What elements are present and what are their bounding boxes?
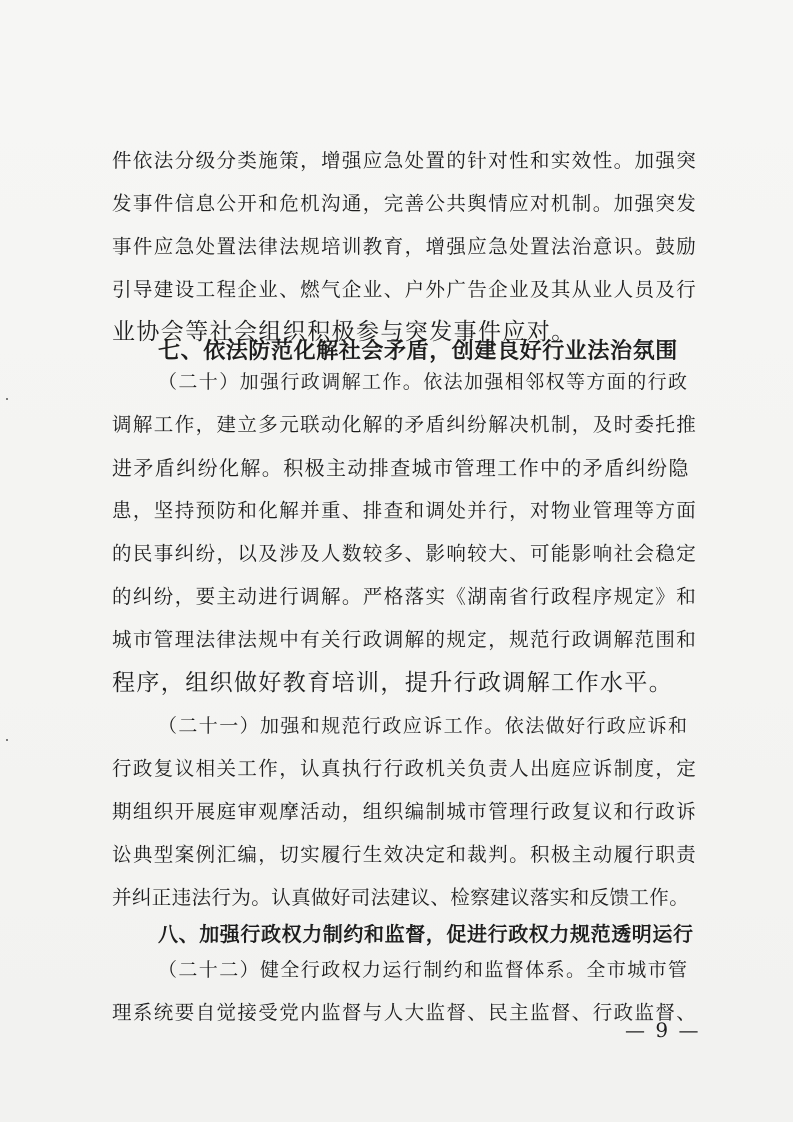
- paragraph-line: 患，坚持预防和化解并重、排查和调处并行，对物业管理等方面: [112, 499, 698, 522]
- paragraph-line: 的民事纠纷，以及涉及人数较多、影响较大、可能影响社会稳定: [112, 542, 698, 565]
- paragraph-line: 件依法分级分类施策，增强应急处置的针对性和实效性。加强突: [112, 149, 698, 172]
- paragraph-line: （二十二）健全行政权力运行制约和监督体系。全市城市管: [158, 959, 689, 981]
- paragraph-line: 行政复议相关工作，认真执行行政机关负责人出庭应诉制度，定: [112, 757, 698, 780]
- binding-hole-mark: [6, 739, 8, 741]
- section-heading: 七、依法防范化解社会矛盾，创建良好行业法治氛围: [158, 339, 678, 364]
- binding-hole-mark: [6, 398, 8, 400]
- paragraph-line: 讼典型案例汇编，切实履行生效决定和裁判。积极主动履行职责: [112, 843, 698, 866]
- paragraph-line: 的纠纷，要主动进行调解。严格落实《湖南省行政程序规定》和: [112, 585, 698, 608]
- paragraph-line: 城市管理法律法规中有关行政调解的规定，规范行政调解范围和: [112, 628, 698, 651]
- page-number: — 9 —: [625, 1018, 701, 1042]
- paragraph-line: 引导建设工程企业、燃气企业、户外广告企业及其从业人员及行: [112, 278, 698, 301]
- paragraph-line: （二十）加强行政调解工作。依法加强相邻权等方面的行政: [158, 371, 689, 393]
- paragraph-line: 并纠正违法行为。认真做好司法建议、检察建议落实和反馈工作。: [112, 886, 690, 909]
- paragraph-line: 业协会等社会组织积极参与突发事件应对。: [112, 319, 576, 345]
- paragraph-line: 调解工作，建立多元联动化解的矛盾纠纷解决机制，及时委托推: [112, 413, 698, 436]
- paragraph-line: 发事件信息公开和危机沟通，完善公共舆情应对机制。加强突发: [112, 192, 698, 215]
- paragraph-line: （二十一）加强和规范行政应诉工作。依法做好行政应诉和: [158, 715, 689, 737]
- paragraph-line: 理系统要自觉接受党内监督与人大监督、民主监督、行政监督、: [112, 1001, 698, 1024]
- paragraph-line: 期组织开展庭审观摩活动，组织编制城市管理行政复议和行政诉: [112, 800, 698, 823]
- section-heading: 八、加强行政权力制约和监督，促进行政权力规范透明运行: [158, 922, 694, 946]
- paragraph-line: 程序，组织做好教育培训，提升行政调解工作水平。: [112, 670, 674, 696]
- paragraph-line: 进矛盾纠纷化解。积极主动排查城市管理工作中的矛盾纠纷隐: [112, 456, 690, 480]
- paragraph-line: 事件应急处置法律法规培训教育，增强应急处置法治意识。鼓励: [112, 235, 698, 258]
